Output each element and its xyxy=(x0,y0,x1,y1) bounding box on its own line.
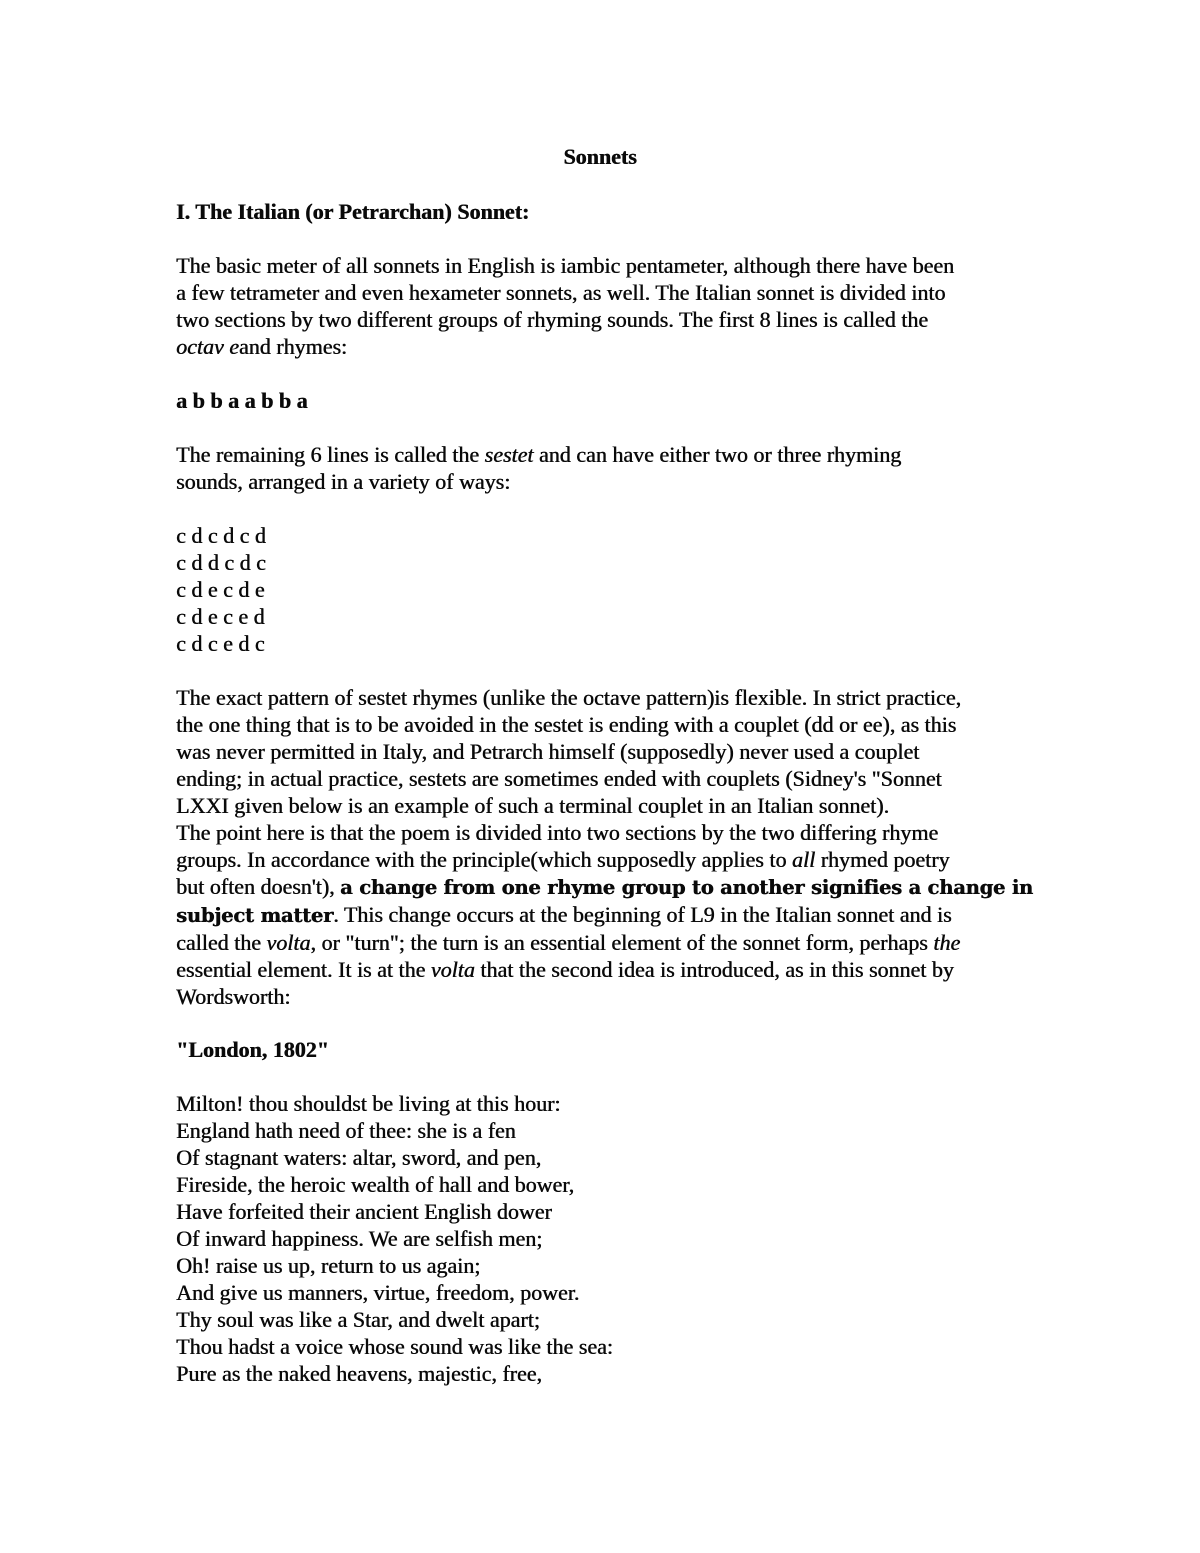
paragraph-sestet xyxy=(176,441,1036,495)
paragraph-line: Wordsworth: xyxy=(176,984,291,1009)
paragraph-volta xyxy=(176,684,1036,1010)
text-run: groups. In accordance with the principle(which supposedly applies to xyxy=(176,847,792,872)
paragraph-line xyxy=(176,333,1036,360)
text-run: The remaining 6 lines is called the xyxy=(176,442,485,467)
text-run: but often doesn't), xyxy=(176,874,341,899)
poem-line: Oh! raise us up, return to us again; xyxy=(176,1253,481,1278)
paragraph-line: the one thing that is to be avoided in the sestet is ending with a couplet (dd or ee), as this xyxy=(176,712,957,737)
bold-emphasis: subject matter xyxy=(176,904,334,927)
section-heading: I. The Italian (or Petrarchan) Sonnet: xyxy=(176,199,530,224)
bold-emphasis: a change from one rhyme group to another signifies a change in xyxy=(340,876,1033,899)
poem-title: "London, 1802" xyxy=(176,1037,329,1062)
octave-rhyme-scheme: a b b a a b b a xyxy=(176,388,308,413)
paragraph-line: The point here is that the poem is divided into two sections by the two differing rhyme xyxy=(176,820,939,845)
text-run: and rhymes: xyxy=(238,334,348,359)
poem-line: Of stagnant waters: altar, sword, and pen, xyxy=(176,1145,542,1170)
text-run: rhymed poetry xyxy=(815,847,950,872)
paragraph-line: was never permitted in Italy, and Petrarch himself (supposedly) never used a couplet xyxy=(176,739,920,764)
text-run: called the xyxy=(176,930,267,955)
paragraph-line: two sections by two different groups of rhyming sounds. The first 8 lines is called the xyxy=(176,307,928,332)
poem-line: Fireside, the heroic wealth of hall and bower, xyxy=(176,1172,575,1197)
italic-term: volta xyxy=(430,957,475,982)
text-run: and can have either two or three rhyming xyxy=(533,442,902,467)
sestet-rhyme-schemes xyxy=(176,522,1036,657)
poem-line: Milton! thou shouldst be living at this hour: xyxy=(176,1091,561,1116)
rhyme-scheme: c d e c d e xyxy=(176,577,265,602)
poem-line: Thy soul was like a Star, and dwelt apart; xyxy=(176,1307,540,1332)
text-run: . This change occurs at the beginning of L9 in the Italian sonnet and is xyxy=(333,902,952,927)
page-title: Sonnets xyxy=(563,144,637,169)
text-run: essential element. It is at the xyxy=(176,957,431,982)
paragraph-line xyxy=(176,901,1036,929)
paragraph-line xyxy=(176,929,1036,956)
italic-term: sestet xyxy=(484,442,534,467)
poem-line: Thou hadst a voice whose sound was like the sea: xyxy=(176,1334,613,1359)
italic-term: the xyxy=(933,930,961,955)
poem-line: Pure as the naked heavens, majestic, free, xyxy=(176,1361,542,1386)
text-run: , or "turn"; the turn is an essential element of the sonnet form, perhaps xyxy=(310,930,934,955)
rhyme-scheme: c d c d c d xyxy=(176,523,266,548)
paragraph-line: The basic meter of all sonnets in English is iambic pentameter, although there have been xyxy=(176,253,955,278)
rhyme-scheme: c d e c e d xyxy=(176,604,265,629)
italic-term: volta xyxy=(266,930,311,955)
italic-term: octav e xyxy=(176,334,239,359)
poem-line: Have forfeited their ancient English dower xyxy=(176,1199,552,1224)
italic-term: all xyxy=(791,847,816,872)
paragraph-line: ending; in actual practice, sestets are sometimes ended with couplets (Sidney's "Sonnet xyxy=(176,766,942,791)
rhyme-scheme: c d d c d c xyxy=(176,550,266,575)
paragraph-line xyxy=(176,873,1036,901)
paragraph-intro xyxy=(176,252,1036,360)
poem-line: And give us manners, virtue, freedom, power. xyxy=(176,1280,580,1305)
paragraph-line xyxy=(176,956,1036,983)
paragraph-line xyxy=(176,846,1036,873)
paragraph-line: The exact pattern of sestet rhymes (unlike the octave pattern)is flexible. In strict practice, xyxy=(176,685,961,710)
rhyme-scheme: c d c e d c xyxy=(176,631,265,656)
paragraph-line xyxy=(176,441,1036,468)
paragraph-line: sounds, arranged in a variety of ways: xyxy=(176,469,511,494)
poem-line: England hath need of thee: she is a fen xyxy=(176,1118,516,1143)
text-run: that the second idea is introduced, as in this sonnet by xyxy=(474,957,954,982)
poem xyxy=(176,1090,1036,1387)
paragraph-line: LXXI given below is an example of such a terminal couplet in an Italian sonnet). xyxy=(176,793,889,818)
paragraph-line: a few tetrameter and even hexameter sonnets, as well. The Italian sonnet is divided into xyxy=(176,280,946,305)
poem-line: Of inward happiness. We are selfish men; xyxy=(176,1226,543,1251)
